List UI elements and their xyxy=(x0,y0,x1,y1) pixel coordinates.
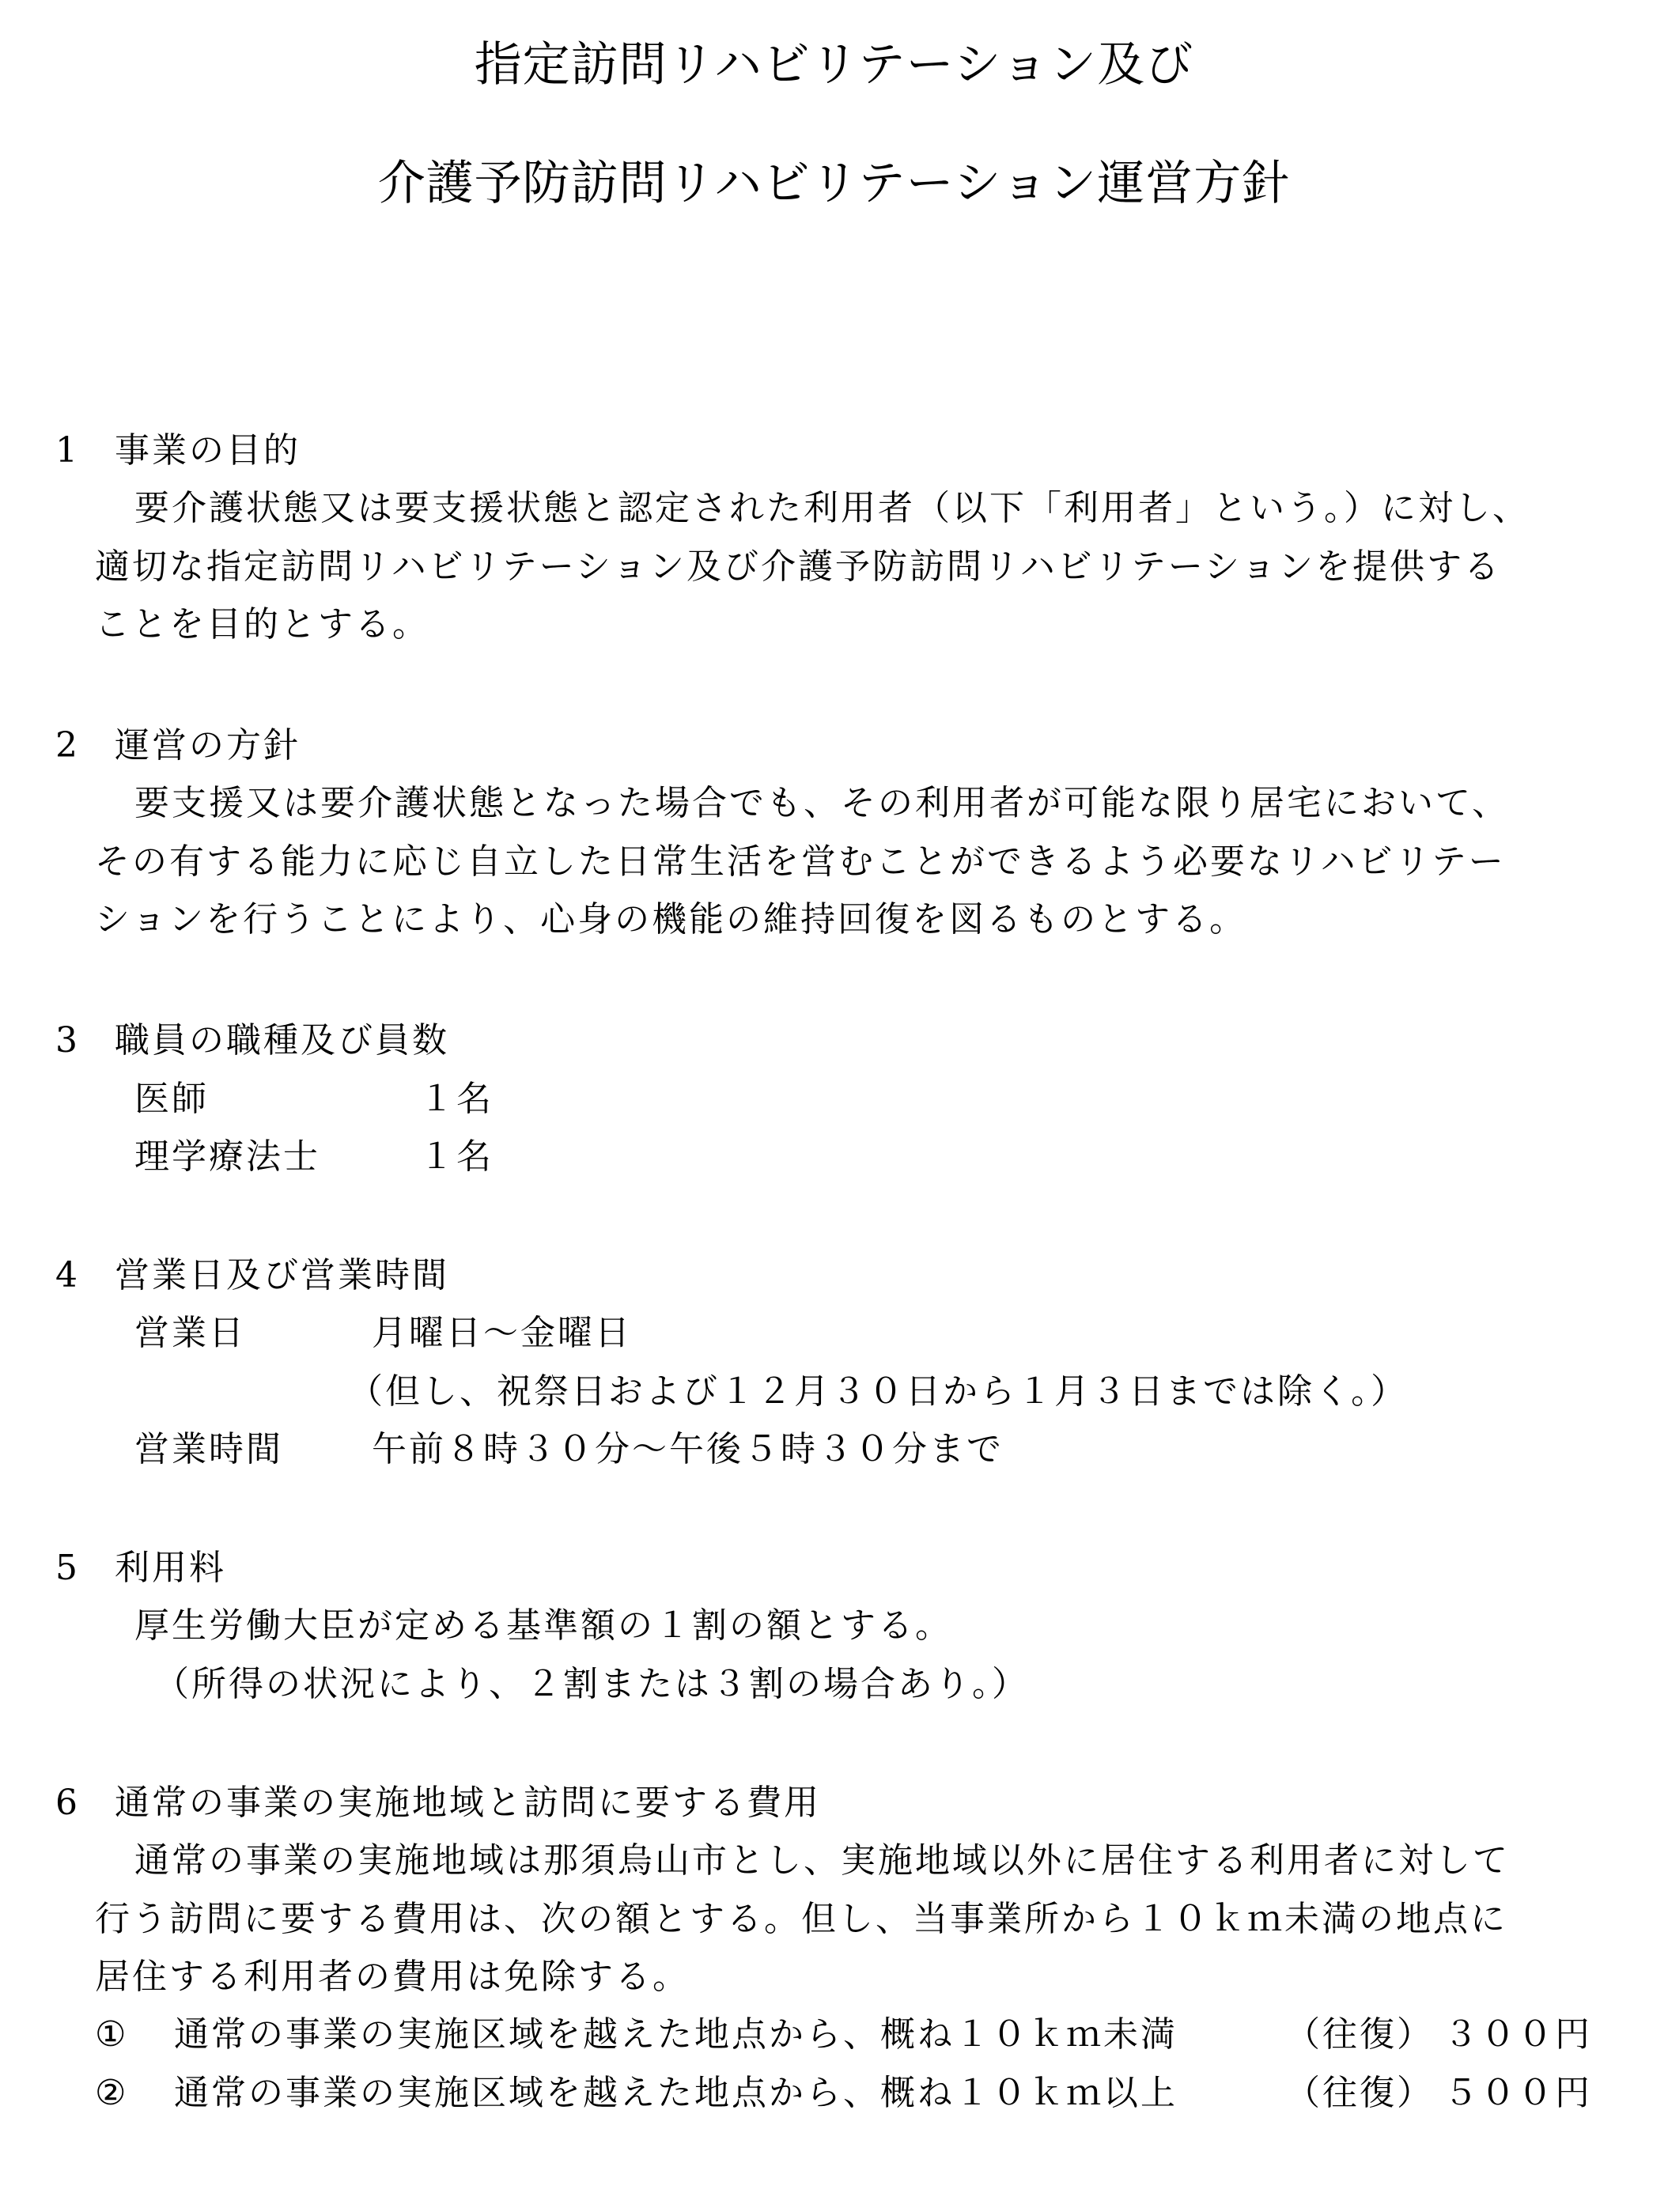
fee-description: 通常の事業の実施区域を越えた地点から、概ね１０ｋｍ以上 xyxy=(174,2073,1178,2113)
business-hours-value: 午前８時３０分～午後５時３０分まで xyxy=(372,1429,1004,1469)
list-marker: ② xyxy=(95,2073,129,2113)
business-days-value: 月曜日～金曜日 xyxy=(372,1313,632,1353)
document-title-line-2: 介護予防訪問リハビリテーション運営方針 xyxy=(377,156,1291,211)
section-heading: 事業の目的 xyxy=(115,430,301,471)
business-days-label: 営業日 xyxy=(134,1313,246,1353)
section-heading: 利用料 xyxy=(115,1548,226,1588)
section-number: 4 xyxy=(55,1255,78,1295)
section-number: 5 xyxy=(55,1548,78,1588)
section-heading: 営業日及び営業時間 xyxy=(115,1255,449,1295)
fee-description: 通常の事業の実施区域を越えた地点から、概ね１０ｋｍ未満 xyxy=(174,2014,1178,2055)
paragraph-line: ションを行うことにより、心身の機能の維持回復を図るものとする。 xyxy=(95,899,1247,940)
section-number: 1 xyxy=(55,430,78,471)
paragraph-line: 要介護状態又は要支援状態と認定された利用者（以下「利用者」という。）に対し、 xyxy=(134,488,1530,528)
business-days-note: （但し、祝祭日および１２月３０日から１月３日までは除く。） xyxy=(348,1371,1409,1412)
paragraph-line: 要支援又は要介護状態となった場合でも、その利用者が可能な限り居宅において、 xyxy=(134,783,1510,823)
paragraph-line: 行う訪問に要する費用は、次の額とする。但し、当事業所から１０ｋｍ未満の地点に xyxy=(95,1899,1507,1939)
paragraph-line: ことを目的とする。 xyxy=(95,604,429,645)
paragraph-line: その有する能力に応じ自立した日常生活を営むことができるよう必要なリハビリテー xyxy=(95,841,1506,882)
section-number: 6 xyxy=(55,1783,78,1823)
fee-amount: ３００円 xyxy=(1443,2014,1592,2055)
fee-amount: ５００円 xyxy=(1443,2073,1592,2113)
fee-trip: （往復） xyxy=(1285,2073,1434,2113)
section-heading: 通常の事業の実施地域と訪問に要する費用 xyxy=(115,1783,821,1823)
paragraph-line: 厚生労働大臣が定める基準額の１割の額とする。 xyxy=(134,1605,952,1646)
section-heading: 運営の方針 xyxy=(115,725,301,766)
document-title-line-1: 指定訪問リハビリテーション及び xyxy=(474,37,1194,93)
fee-trip: （往復） xyxy=(1285,2014,1434,2055)
paragraph-line: 適切な指定訪問リハビリテーション及び介護予防訪問リハビリテーションを提供する xyxy=(95,546,1502,587)
staff-count: １名 xyxy=(419,1136,494,1177)
list-marker: ① xyxy=(95,2014,129,2055)
paragraph-line: 居住する利用者の費用は免除する。 xyxy=(95,1957,690,1997)
section-number: 2 xyxy=(55,725,78,766)
staff-role: 医師 xyxy=(134,1079,209,1119)
staff-role: 理学療法士 xyxy=(134,1136,320,1177)
section-heading: 職員の職種及び員数 xyxy=(115,1020,449,1061)
staff-count: １名 xyxy=(419,1079,494,1119)
paragraph-line: 通常の事業の実施地域は那須烏山市とし、実施地域以外に居住する利用者に対して xyxy=(134,1840,1510,1881)
business-hours-label: 営業時間 xyxy=(134,1429,283,1469)
section-number: 3 xyxy=(55,1020,78,1061)
paragraph-line: （所得の状況により、２割または３割の場合あり。） xyxy=(154,1664,1029,1704)
